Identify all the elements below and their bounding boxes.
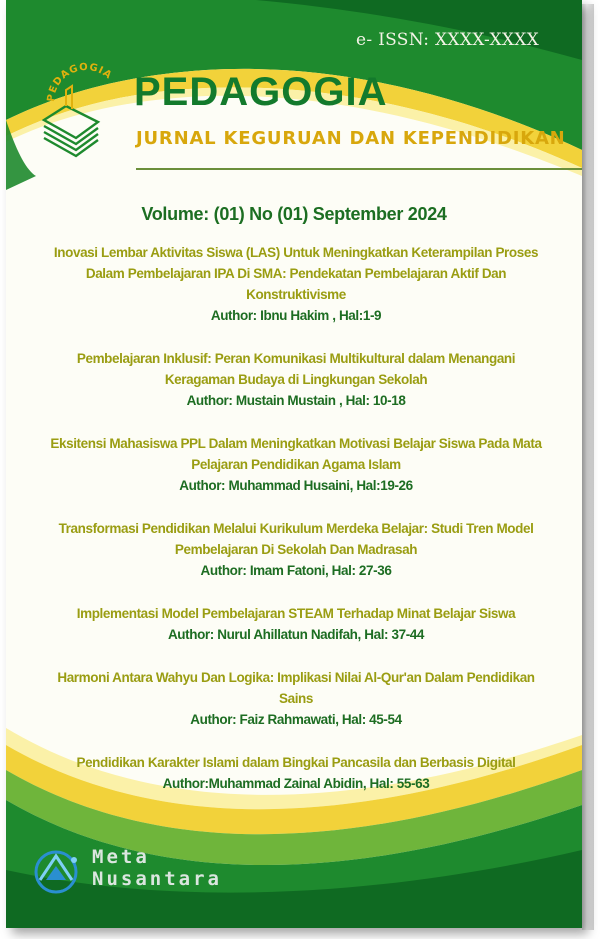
book-spine [582, 4, 594, 930]
article-entry [46, 242, 546, 326]
svg-text:PEDAGOGIA: PEDAGOGIA [45, 62, 115, 103]
article-title: Inovasi Lembar Aktivitas Siswa (LAS) Untuk Meningkatkan Keterampilan Proses Dalam Pembelajaran IPA Di SMA: Pendekatan Pembelajaran Aktif Dan Konstruktivisme [53, 245, 539, 302]
journal-title: PEDAGOGIA [134, 70, 388, 114]
article-entry [46, 667, 546, 730]
journal-cover [6, 0, 582, 928]
header-line [136, 168, 582, 170]
publisher-line1: Meta [92, 846, 150, 868]
article-entry [46, 752, 546, 794]
article-title: Pendidikan Karakter Islami dalam Bingkai Pancasila dan Berbasis Digital [76, 755, 516, 770]
volume-line: Volume: (01) No (01) September 2024 [141, 204, 447, 224]
issn-number: e- ISSN: XXXX-XXXX [356, 30, 540, 50]
article-title: Transformasi Pendidikan Melalui Kurikulum Merdeka Belajar: Studi Tren Model Pembelajaran Di Sekolah Dan Madrasah [58, 521, 534, 557]
publisher-emblem-icon [28, 846, 88, 898]
article-author: Author: Imam Fatoni, Hal: 27-36 [200, 563, 392, 578]
article-entry [46, 348, 546, 411]
article-title: Pembelajaran Inklusif: Peran Komunikasi Multikultural dalam Menangani Keragaman Budaya di Lingkungan Sekolah [76, 351, 516, 387]
article-author: Author: Muhammad Husaini, Hal:19-26 [179, 478, 413, 493]
article-author: Author: Nurul Ahillatun Nadifah, Hal: 37-44 [167, 627, 425, 642]
article-title: Implementasi Model Pembelajaran STEAM Terhadap Minat Belajar Siswa [76, 606, 516, 621]
book-stack-icon [36, 62, 128, 162]
article-entry [46, 518, 546, 581]
article-entry [46, 603, 546, 645]
publisher-logo [28, 846, 88, 902]
publisher-name [92, 846, 222, 890]
journal-logo [36, 62, 128, 166]
article-author: Author: Ibnu Hakim , Hal:1-9 [210, 308, 382, 323]
publisher-line2: Nusantara [92, 868, 222, 890]
article-author: Author: Faiz Rahmawati, Hal: 45-54 [190, 712, 402, 727]
table-of-contents [46, 242, 546, 816]
article-author: Author: Mustain Mustain , Hal: 10-18 [186, 393, 406, 408]
article-author: Author:Muhammad Zainal Abidin, Hal: 55-63 [162, 776, 430, 791]
article-entry [46, 433, 546, 496]
journal-subtitle: JURNAL KEGURUAN DAN KEPENDIDIKAN [136, 128, 566, 149]
article-title: Harmoni Antara Wahyu Dan Logika: Implikasi Nilai Al-Qur'an Dalam Pendidikan Sains [57, 670, 535, 706]
article-title: Eksitensi Mahasiswa PPL Dalam Meningkatkan Motivasi Belajar Siswa Pada Mata Pelajaran Pendidikan Agama Islam [50, 436, 542, 472]
